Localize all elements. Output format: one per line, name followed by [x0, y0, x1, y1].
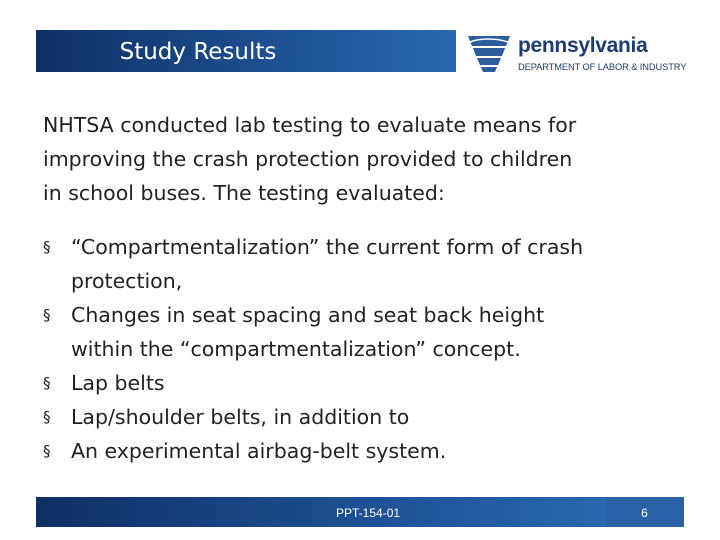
bullet-item [43, 366, 693, 400]
bullet-marker: § [43, 306, 51, 324]
bullet-marker: § [43, 442, 51, 460]
bullet-marker: § [43, 238, 51, 256]
title-bar [36, 30, 456, 72]
intro-line: NHTSA conducted lab testing to evaluate means for [43, 113, 577, 137]
bullet-text: Lap belts [71, 371, 165, 395]
bullet-list [43, 230, 693, 468]
footer-bar [36, 497, 606, 527]
bullet-text: protection, [71, 269, 183, 293]
logo-subtitle: DEPARTMENT OF LABOR & INDUSTRY [518, 62, 687, 72]
logo-name: pennsylvania [518, 34, 648, 57]
intro-line: in school buses. The testing evaluated: [43, 181, 445, 205]
bullet-item [43, 434, 693, 468]
bullet-text: Changes in seat spacing and seat back height [71, 303, 545, 327]
bullet-text: Lap/shoulder belts, in addition to [71, 405, 410, 429]
bullet-item [43, 298, 693, 366]
page-number-box [605, 497, 684, 527]
bullet-item [43, 230, 693, 298]
pennsylvania-logo [466, 30, 696, 78]
footer-code: PPT-154-01 [336, 506, 401, 520]
bullet-text: “Compartmentalization” the current form of crash [71, 235, 584, 259]
intro-paragraph [43, 108, 683, 210]
bullet-text: within the “compartmentalization” concept. [71, 337, 521, 361]
slide-title: Study Results [119, 39, 277, 65]
keystone-icon [466, 34, 512, 74]
intro-line: improving the crash protection provided to children [43, 147, 573, 171]
page-number: 6 [641, 506, 648, 520]
bullet-marker: § [43, 408, 51, 426]
bullet-text: An experimental airbag-belt system. [71, 439, 447, 463]
bullet-item [43, 400, 693, 434]
bullet-marker: § [43, 374, 51, 392]
